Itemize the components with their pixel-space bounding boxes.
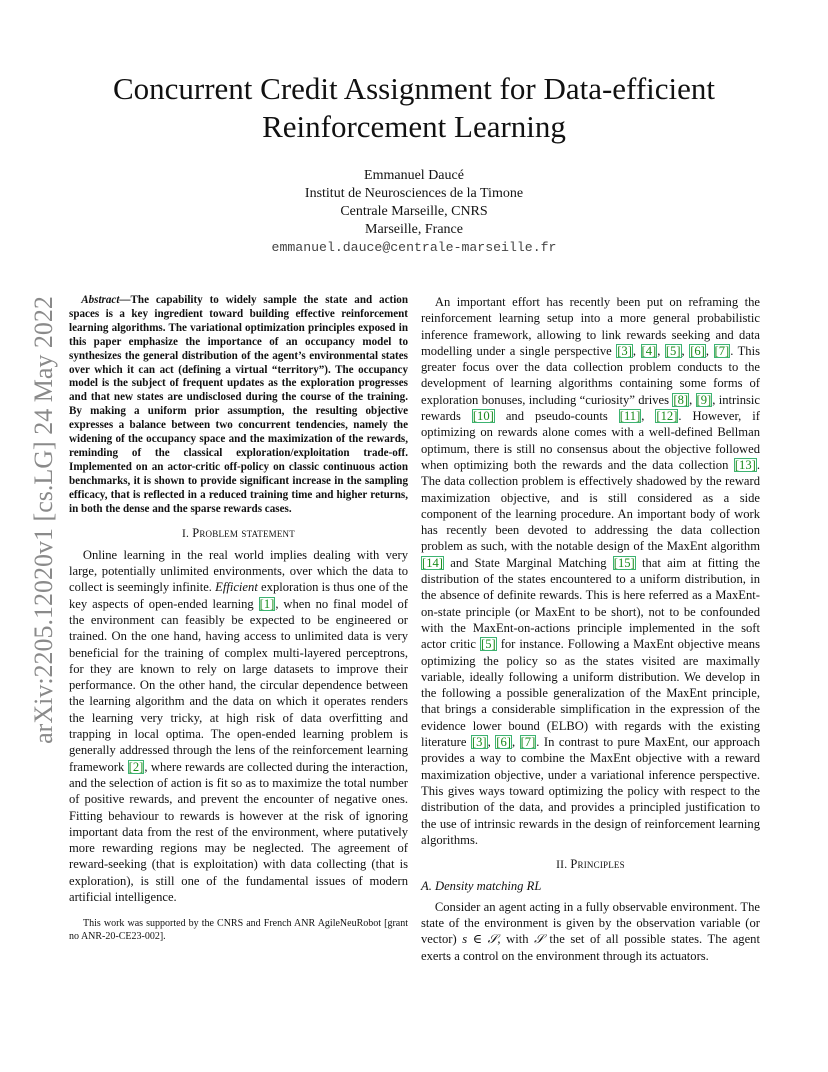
author-name: Emmanuel Daucé <box>364 168 464 183</box>
paragraph-problem-statement: Online learning in the real world implies dealing with very large, potentially unlimited environments, over which the data to collect is seemingly infinite. Efficient exploration is thus one of the key aspects of open-ended learning [1], when no final model of the environment can feasibly be expected to be engineered or trained. On the one hand, having access to unlimited data is very beneficial for the training of complex multi-layered perceptrons, for they are known to rely on large datasets to improve their performance. On the other hand, the circular dependence between the learning algorithm and the data on which it operates renders the learning very tricky, at high risk of data overfitting and trapping in local optima. The open-ended learning problem is generally addressed through the lens of the reinforcement learning framework [2], where rewards are collected during the interaction, and the selection of action is fit so as to maximize the total number of positive rewards, and prevent the encounter of negative ones. Fitting behaviour to rewards is however at the risk of ignoring important data from the rest of the environment, where putatively more rewarding regions may be neglected. The agreement of reward-seeking (that is exploitation) with data collecting (that is exploration), is still one of the fundamental issues of modern artificial intelligence. <box>69 547 409 905</box>
paragraph-related-work: An important effort has recently been put on reframing the reinforcement learning setup into a more general probabilistic inference framework, allowing to link rewards seeking and data modelling under a single perspective [3], [4], [5], [6], [7]. This greater focus over the data collection problem conducts to the development of learning algorithms containing some forms of exploration bonuses, including “curiosity” drives [8], [9], intrinsic rewards [10] and pseudo-counts [11], [12]. However, if optimizing on rewards alone comes with a well-defined Bellman optimum, there is still no consensus about the objective followed when optimizing both the rewards and the data collection [13]. The data collection problem is effectively shadowed by the reward maximization objective, and is still considered as a side component of the learning procedure. An important body of work has recently been devoted to addressing the data collection problem as such, with the notable design of the MaxEnt algorithm [14] and State Marginal Matching [15] that aim at fitting the distribution of the states encountered to a uniform distribution, in the absence of definite rewards. This is here referred as a MaxEnt-on-state principle (or MaxEnt to be short), not to be confounded with the MaxEnt-on-actions principle implemented in the soft actor critic [5] for instance. Following a MaxEnt objective means optimizing the policy so as the states visited are maximally variable, ideally following a uniform distribution. We develop in the following a possible generalization of the MaxEnt principle, that brings a considerable simplification in the expression of the evidence lower bound (ELBO) with regards with the existing literature [3], [6], [7]. In contrast to pure MaxEnt, our approach provides a way to combine the MaxEnt objective with a reward maximization objective, under a variational inference perspective. This gives ways toward optimizing the policy with respect to the distribution of the data, and provides a principled justification to the use of intrinsic rewards in the design of reinforcement learning algorithms. <box>421 295 761 847</box>
math-inline: s ∈ 𝒮 <box>462 932 498 947</box>
footnote: This work was supported by the CNRS and French ANR AgileNeuRobot [grant no ANR-20-CE23-002]. <box>69 918 408 942</box>
right-column <box>421 294 760 964</box>
title-line-1: Concurrent Credit Assignment for Data-efficient <box>112 71 716 106</box>
citation-link[interactable]: [6] <box>496 735 511 750</box>
abstract-label: Abstract <box>81 294 120 306</box>
title-line-2: Reinforcement Learning <box>262 109 566 144</box>
citation-link[interactable]: [11] <box>619 409 641 424</box>
author-block <box>140 167 688 257</box>
citation-link[interactable]: [8] <box>673 392 689 407</box>
citation-link[interactable]: [9] <box>696 392 712 407</box>
citation-link[interactable]: [3] <box>617 343 632 358</box>
citation-link[interactable]: [13] <box>734 457 756 472</box>
affiliation-2: Centrale Marseille, CNRS <box>340 204 488 219</box>
citation-link[interactable]: [10] <box>472 409 494 424</box>
paragraph-principles: Consider an agent acting in a fully observable environment. The state of the environment is given by the observation variable (or vector) s ∈ 𝒮, with 𝒮 the set of all possible states. The agent exerts a control on the environment through its actuators. <box>421 899 760 963</box>
abstract <box>69 294 408 517</box>
affiliation-1: Institut de Neurosciences de la Timone <box>304 186 524 201</box>
paper-title <box>40 70 788 146</box>
citation-link[interactable]: [12] <box>656 409 678 424</box>
math-inline: 𝒮 <box>534 932 544 947</box>
section-heading-1: I. Problem statement <box>182 525 295 540</box>
section-title-2: Principles <box>570 857 625 872</box>
affiliation-3: Marseille, France <box>365 222 463 237</box>
citation-link[interactable]: [2] <box>128 759 144 774</box>
arxiv-stamp: arXiv:2205.12020v1 [cs.LG] 24 May 2022 <box>29 296 58 744</box>
citation-link[interactable]: [15] <box>613 555 635 570</box>
citation-link[interactable]: [1] <box>259 596 275 611</box>
citation-link[interactable]: [6] <box>690 343 705 358</box>
author-email[interactable]: emmanuel.dauce@centrale-marseille.fr <box>271 240 557 255</box>
left-column <box>69 294 408 943</box>
citation-link[interactable]: [14] <box>422 555 443 570</box>
subsection-heading: A. Density matching RL <box>421 879 542 894</box>
citation-link[interactable]: [7] <box>520 735 536 750</box>
citation-link[interactable]: [5] <box>665 343 681 358</box>
citation-link[interactable]: [4] <box>641 343 657 358</box>
section-title-1: Problem statement <box>192 525 295 540</box>
citation-link[interactable]: [3] <box>471 735 487 750</box>
citation-link[interactable]: [7] <box>714 343 730 358</box>
abstract-text: —The capability to widely sample the state and action spaces is a key ingredient toward building effective reinforcement learning algorithms. The variational optimization principles exposed in this paper emphasize the importance of an occupancy model to synthesizes the general distribution of the agent’s environmental states over which it can act (defining a virtual “territory”). The occupancy model is the subject of frequent updates as the exploration progresses and that new states are undisclosed during the course of the training. By making a uniform prior assumption, the resulting objective expresses a balance between two concurrent tendencies, namely the widening of the occupancy space and the maximization of the rewards, reminding of the classical exploration/exploitation trade-off. Implemented on an actor-critic off-policy on classic continuous action benchmarks, it is shown to provide significant increase in the sampling efficacy, that is reflected in a reduced training time and higher returns, in both the dense and the sparse rewards cases. <box>69 294 408 515</box>
citation-link[interactable]: [5] <box>481 637 496 652</box>
section-heading-2: II. Principles <box>556 857 625 872</box>
